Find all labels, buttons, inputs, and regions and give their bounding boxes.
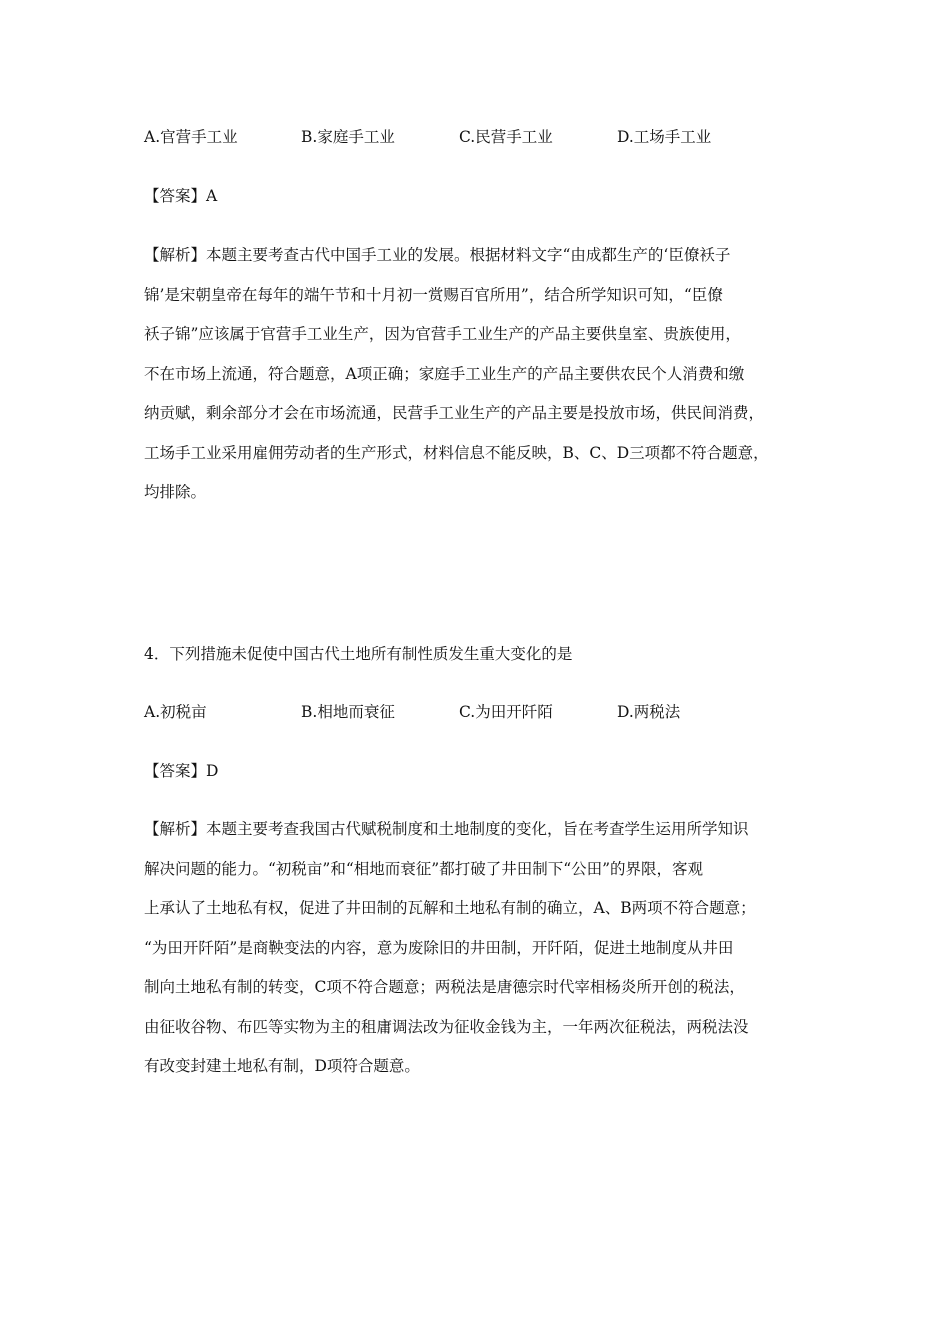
q3-analysis-line: 工场手工业采用雇佣劳动者的生产形式，材料信息不能反映，B、C、D三项都不符合题意， (144, 443, 769, 462)
q4-options (144, 700, 844, 724)
q4-analysis-line: 制向土地私有制的转变，C项不符合题意；两税法是唐德宗时代宰相杨炎所开创的税法， (144, 978, 745, 996)
q4-option-c: C.为田开阡陌 (459, 703, 553, 721)
q3-option-d: D.工场手工业 (617, 128, 712, 146)
q4-option-b: B.相地而衰征 (301, 703, 395, 721)
q4-analysis-line: 有改变封建土地私有制，D项符合题意。 (144, 1057, 420, 1075)
q3-analysis-line: 均排除。 (144, 483, 207, 501)
q3-option-b: B.家庭手工业 (301, 128, 395, 146)
q3-options (144, 125, 844, 149)
q4-analysis-line: “为田开阡陌”是商鞅变法的内容，意为废除旧的井田制，开阡陌，促进土地制度从井田 (144, 938, 734, 957)
q3-analysis (144, 243, 814, 520)
q4-analysis-line: 由征收谷物、布匹等实物为主的租庸调法改为征收金钱为主，一年两次征税法，两税法没 (144, 1017, 749, 1036)
q4-analysis (144, 817, 814, 1094)
q3-analysis-line: 不在市场上流通，符合题意，A项正确；家庭手工业生产的产品主要供农民个人消费和缴 (144, 364, 745, 383)
q4-option-d: D.两税法 (617, 703, 681, 721)
q3-analysis-line: 袄子锦”应该属于官营手工业生产，因为官营手工业生产的产品主要供皇室、贵族使用， (144, 325, 741, 343)
q4-option-a: A.初税亩 (144, 703, 207, 721)
q4-question: 4．下列措施未促使中国古代土地所有制性质发生重大变化的是 (144, 645, 573, 663)
q3-analysis-line: 锦’是宋朝皇帝在每年的端午节和十月初一赏赐百官所用”，结合所学知识可知，“臣僚 (144, 285, 723, 304)
q4-analysis-line: 【解析】本题主要考查我国古代赋税制度和土地制度的变化，旨在考查学生运用所学知识 (144, 820, 749, 838)
q4-answer: 【答案】D (144, 762, 219, 780)
q4-analysis-line: 解决问题的能力。“初税亩”和“相地而衰征”都打破了井田制下“公田”的界限，客观 (144, 859, 704, 878)
q3-analysis-line: 纳贡赋，剩余部分才会在市场流通，民营手工业生产的产品主要是投放市场，供民间消费， (144, 404, 765, 422)
q3-analysis-line: 【解析】本题主要考查古代中国手工业的发展。根据材料文字“由成都生产的‘臣僚袄子 (144, 246, 731, 264)
q3-answer: 【答案】A (144, 187, 218, 205)
q3-option-c: C.民营手工业 (459, 128, 553, 146)
q4-analysis-line: 上承认了土地私有权，促进了井田制的瓦解和土地私有制的确立，A、B两项不符合题意； (144, 899, 756, 917)
q3-option-a: A.官营手工业 (144, 128, 238, 146)
